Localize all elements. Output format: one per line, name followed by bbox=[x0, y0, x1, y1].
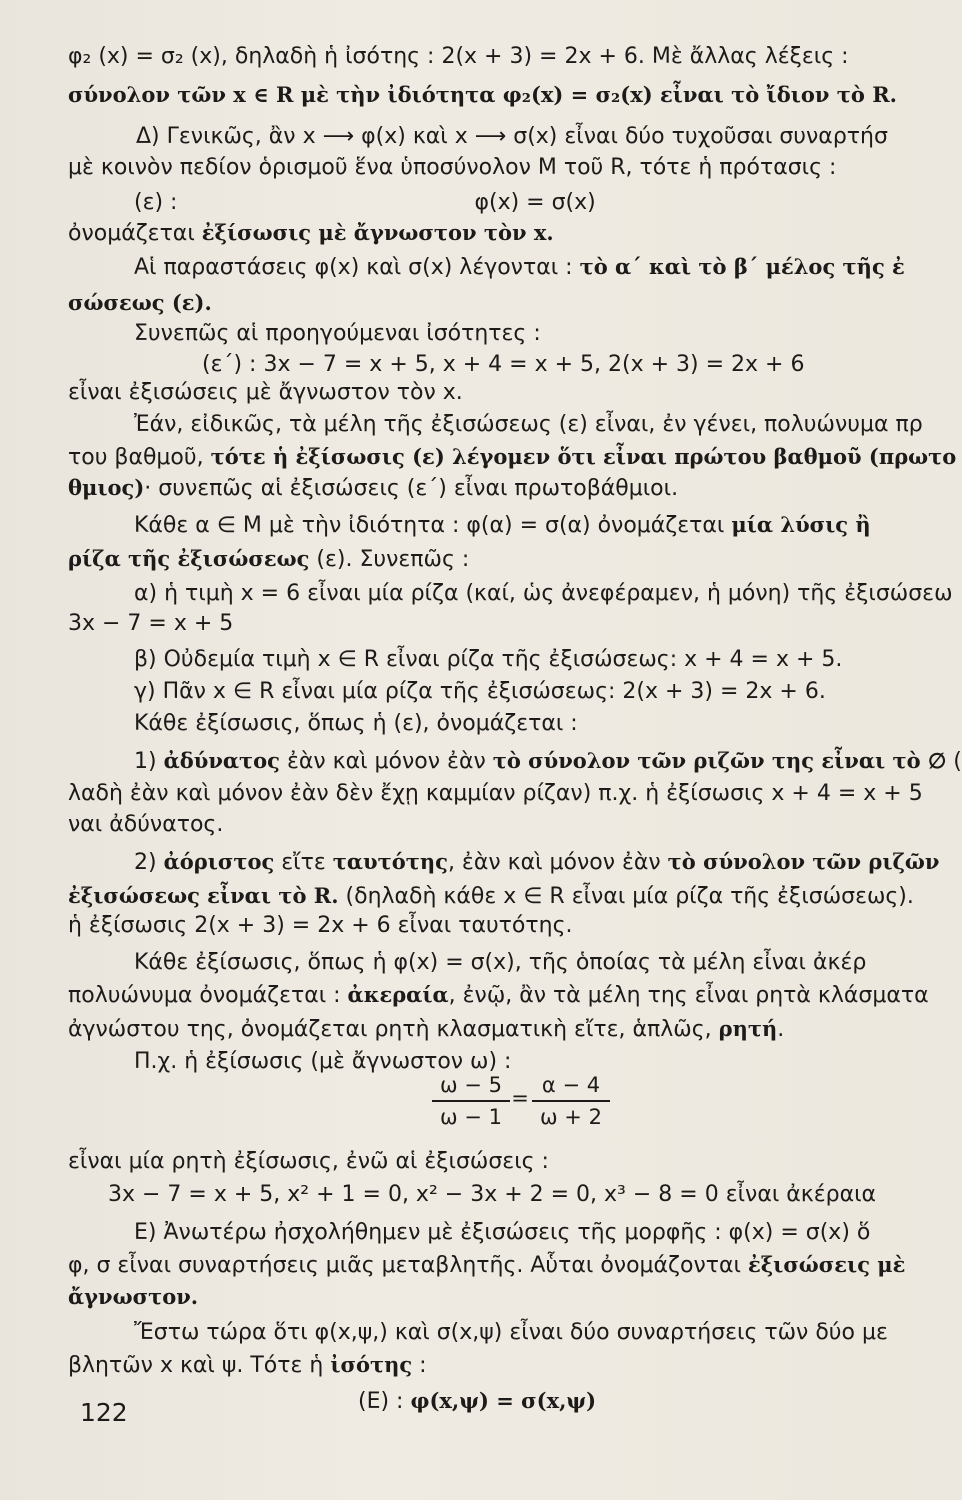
text-line bbox=[0, 1345, 907, 1385]
fraction-denominator: ω − 1 bbox=[440, 1104, 502, 1129]
text-segment: ναι ἀδύνατος. bbox=[68, 812, 224, 837]
page-number: 122 bbox=[80, 1398, 128, 1427]
text-segment: γ) Πᾶν x ∈ R εἶναι μία ρίζα τῆς ἐξισώσεως: 2(x + 3) = 2x + 6. bbox=[134, 679, 826, 704]
text-segment: Π.χ. ἡ ἐξίσωσις (μὲ ἄγνωστον ω) : bbox=[134, 1049, 512, 1074]
bold-text: ἀδύνατος bbox=[163, 748, 280, 773]
text-line bbox=[0, 247, 907, 287]
text-segment: Κάθε ἐξίσωσις, ὅπως ἡ (ε), ὀνομάζεται : bbox=[134, 711, 578, 736]
text-segment: Δ) Γενικῶς, ἂν x ⟶ φ(x) καὶ x ⟶ σ(x) εἶναι δύο τυχοῦσαι συναρτήσ bbox=[136, 124, 888, 149]
bold-text: ταυτότης bbox=[332, 849, 448, 874]
fraction-bar bbox=[532, 1100, 610, 1102]
text-segment: Ε) Ἀνωτέρω ἠσχολήθημεν μὲ ἐξισώσεις τῆς μορφῆς : φ(x) = σ(x) ὅ bbox=[134, 1220, 871, 1245]
bold-text: σώσεως (ε). bbox=[68, 290, 212, 315]
bold-text: σύνολον τῶν x ∈ R μὲ τὴν ἰδιότητα φ₂(x) = σ₂(x) εἶναι τὸ ἴδιον τὸ R. bbox=[68, 82, 897, 107]
text-line bbox=[0, 1277, 907, 1317]
display-equation: φ(x,ψ) = σ(x,ψ) bbox=[410, 1388, 597, 1413]
text-segment: . bbox=[777, 1017, 785, 1042]
text-segment: μὲ κοινὸν πεδίον ὁρισμοῦ ἕνα ὑποσύνολον Μ τοῦ R, τότε ἡ πρότασις : bbox=[68, 155, 837, 180]
text-line bbox=[0, 539, 907, 579]
text-segment: φ₂ (x) = σ₂ (x), δηλαδὴ ἡ ἰσότης : 2(x + 3) = 2x + 6. Μὲ ἄλλας λέξεις : bbox=[68, 44, 849, 69]
text-segment: εἴτε bbox=[274, 850, 333, 875]
bold-text: τότε ἡ ἐξίσωσις (ε) λέγομεν ὅτι εἶναι πρώτου βαθμοῦ (πρωτο bbox=[210, 444, 957, 469]
text-line bbox=[0, 75, 907, 115]
text-segment: Συνεπῶς αἱ προηγούμεναι ἰσότητες : bbox=[134, 321, 541, 346]
text-line bbox=[0, 704, 907, 744]
text-segment: φ, σ εἶναι συναρτήσεις μιᾶς μεταβλητῆς. Αὗται ὀνομάζονται bbox=[68, 1253, 748, 1278]
equation-label: (ε) : bbox=[134, 190, 178, 215]
text-segment: ( bbox=[946, 749, 962, 774]
text-segment: (δηλαδὴ κάθε x ∈ R εἶναι μία ρίζα τῆς ἐξισώσεως). bbox=[338, 884, 914, 909]
text-line bbox=[0, 805, 907, 845]
text-segment: λαδὴ ἐὰν καὶ μόνον ἐὰν δὲν ἔχῃ καμμίαν ρίζαν) π.χ. ἡ ἐξίσωσις x + 4 = x + 5 bbox=[68, 781, 923, 806]
fraction-numerator: α − 4 bbox=[541, 1073, 601, 1097]
bold-text: ρίζα τῆς ἐξισώσεως bbox=[68, 546, 310, 571]
fraction-equals bbox=[510, 1086, 530, 1110]
equation-line bbox=[0, 1175, 907, 1215]
bold-text: ἀόριστος bbox=[163, 849, 275, 874]
text-segment: ὀνομάζεται bbox=[68, 221, 202, 246]
text-segment: · συνεπῶς αἱ ἐξισώσεις (ε΄) εἶναι πρωτοβάθμιοι. bbox=[144, 476, 679, 501]
text-segment: ἡ ἐξίσωσις 2(x + 3) = 2x + 6 εἶναι ταυτότης. bbox=[68, 913, 573, 938]
text-segment: (ε). Συνεπῶς : bbox=[309, 547, 470, 572]
text-segment: α) ἡ τιμὴ x = 6 εἶναι μία ρίζα (καί, ὡς ἀνεφέραμεν, ἡ μόνη) τῆς ἐξισώσεω bbox=[134, 581, 953, 606]
fraction-left bbox=[432, 1072, 510, 1130]
text-segment: β) Οὐδεμία τιμὴ x ∈ R εἶναι ρίζα τῆς ἐξισώσεως: x + 4 = x + 5. bbox=[134, 647, 843, 672]
bold-text: μία λύσις ἢ bbox=[731, 512, 871, 537]
bold-text: τὸ σύνολον τῶν ριζῶν bbox=[667, 849, 940, 874]
equation-line bbox=[0, 1381, 907, 1421]
bold-text: ἄγνωστον. bbox=[68, 1284, 199, 1309]
text-segment: βλητῶν x καὶ ψ. Τότε ἡ bbox=[68, 1353, 331, 1378]
text-segment: πολυώνυμα ὀνομάζεται : bbox=[68, 983, 348, 1008]
text-segment: : bbox=[412, 1353, 427, 1378]
equation-label: (Ε) : bbox=[358, 1389, 411, 1414]
text-segment: ἐὰν καὶ μόνον ἐὰν bbox=[279, 749, 493, 774]
bold-text: τὸ σύνολον τῶν ριζῶν της εἶναι τὸ ∅ bbox=[492, 748, 947, 773]
bold-text: ἀκεραία bbox=[347, 982, 449, 1007]
text-line bbox=[0, 37, 907, 77]
fraction-right bbox=[532, 1072, 610, 1130]
bold-text: ἐξισώσεις μὲ bbox=[747, 1252, 906, 1277]
display-equation: φ(x) = σ(x) bbox=[474, 190, 596, 215]
text-line bbox=[0, 906, 907, 946]
fraction-bar bbox=[432, 1100, 510, 1102]
text-segment: 3x − 7 = x + 5, x² + 1 = 0, x² − 3x + 2 = 0, x³ − 8 = 0 εἶναι ἀκέραια bbox=[108, 1182, 877, 1207]
text-segment: εἶναι ἐξισώσεις μὲ ἄγνωστον τὸν x. bbox=[68, 380, 463, 405]
text-segment: εἶναι μία ρητὴ ἐξίσωσις, ἐνῶ αἱ ἐξισώσεις : bbox=[68, 1149, 549, 1174]
bold-text: ἰσότης bbox=[330, 1352, 413, 1377]
text-segment: Αἱ παραστάσεις φ(x) καὶ σ(x) λέγονται : bbox=[134, 255, 580, 280]
display-equation: (ε΄) : 3x − 7 = x + 5, x + 4 = x + 5, 2(x + 3) = 2x + 6 bbox=[202, 352, 805, 377]
bold-text: ρητή bbox=[718, 1016, 778, 1041]
text-segment: , ἐνῷ, ἂν τὰ μέλη της εἶναι ρητὰ κλάσματα bbox=[448, 983, 929, 1008]
equals-sign: = bbox=[511, 1086, 529, 1110]
bold-text: τὸ α΄ καὶ τὸ β΄ μέλος τῆς ἐ bbox=[579, 254, 905, 279]
text-segment: Ἔστω τώρα ὅτι φ(x,ψ,) καὶ σ(x,ψ) εἶναι δύο συναρτήσεις τῶν δύο με bbox=[134, 1320, 888, 1345]
text-segment: 2) bbox=[134, 850, 164, 875]
text-segment: Ἐάν, εἰδικῶς, τὰ μέλη τῆς ἐξισώσεως (ε) εἶναι, ἐν γένει, πολυώνυμα πρ bbox=[134, 412, 923, 437]
text-segment: 1) bbox=[134, 749, 164, 774]
text-line bbox=[0, 148, 907, 188]
equation-line bbox=[0, 604, 907, 644]
bold-text: θμιος) bbox=[68, 475, 145, 500]
fraction-numerator: ω − 5 bbox=[440, 1073, 502, 1097]
fraction-denominator: ω + 2 bbox=[540, 1104, 602, 1129]
text-segment: 3x − 7 = x + 5 bbox=[68, 611, 234, 636]
text-segment: του βαθμοῦ, bbox=[68, 445, 211, 470]
text-segment: ἀγνώστου της, ὀνομάζεται ρητὴ κλασματικὴ εἴτε, ἁπλῶς, bbox=[68, 1017, 719, 1042]
bold-text: ἐξισώσεως εἶναι τὸ R. bbox=[68, 883, 339, 908]
text-segment: Κάθε α ∈ Μ μὲ τὴν ἰδιότητα : φ(α) = σ(α) ὀνομάζεται bbox=[134, 513, 732, 538]
text-segment: Κάθε ἐξίσωσις, ὅπως ἡ φ(x) = σ(x), τῆς ὁποίας τὰ μέλη εἶναι ἀκέρ bbox=[134, 950, 867, 975]
text-segment: , ἐὰν καὶ μόνον ἐὰν bbox=[447, 850, 668, 875]
bold-text: ἐξίσωσις μὲ ἄγνωστον τὸν x. bbox=[201, 220, 554, 245]
text-line bbox=[0, 468, 907, 508]
